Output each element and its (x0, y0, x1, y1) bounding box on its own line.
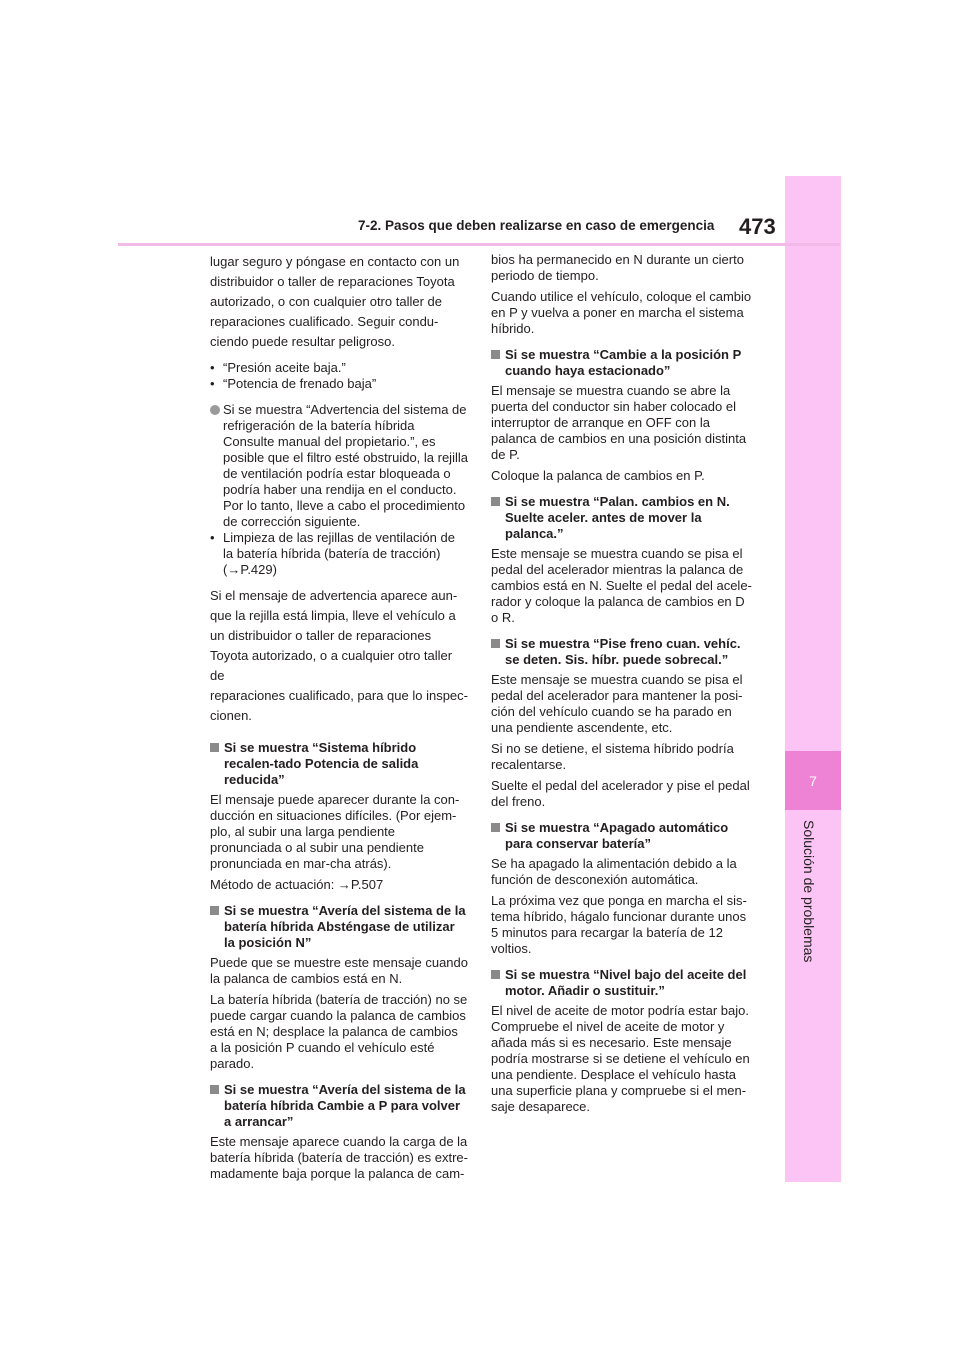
text-line: Si el mensaje de advertencia aparece aun- (210, 588, 458, 603)
bullet-item: • Limpieza de las rejillas de ventilación de la batería híbrida (batería de tracción) (→P.429) (210, 530, 455, 577)
text-line: cionen. (210, 708, 252, 723)
section-heading: Si se muestra “Avería del sistema de la batería híbrida Absténgase de utilizar la posición N” (210, 903, 468, 951)
square-bullet-icon (491, 350, 500, 359)
right-column (491, 252, 753, 1120)
section-heading: Si se muestra “Pise freno cuan. vehíc. se deten. Sis. híbr. puede sobrecal.” (491, 636, 753, 668)
paragraph: Si no se detiene, el sistema híbrido podría recalentarse. (491, 741, 734, 772)
paragraph: La batería híbrida (batería de tracción) no se puede cargar cuando la palanca de cambios está en N; desplace la palanca de cambios a la posición P cuando el vehículo esté parado. (210, 992, 468, 1071)
text-line: un distribuidor o taller de reparaciones (210, 628, 432, 643)
chapter-title-vertical: Solución de problemas (801, 820, 817, 963)
chapter-side-band (785, 176, 841, 1182)
bullet-item: • “Presión aceite baja.” (210, 360, 346, 375)
text-line: reparaciones cualificado, para que lo inspec- (210, 688, 468, 703)
square-bullet-icon (210, 906, 219, 915)
section-heading: Si se muestra “Palan. cambios en N. Suelte aceler. antes de mover la palanca.” (491, 494, 753, 542)
paragraph: El mensaje puede aparecer durante la con-ducción en situaciones difíciles. (Por ejem-plo, al subir una larga pendiente pronunciada o al subir una pendiente pronunciada en mar-cha atrás). (210, 792, 460, 871)
section-heading: Si se muestra “Avería del sistema de la batería híbrida Cambie a P para volver a arrancar” (210, 1082, 468, 1130)
bullet-list (210, 360, 468, 392)
paragraph: Este mensaje se muestra cuando se pisa el pedal del acelerador mientras la palanca de cambios está en N. Suelte el pedal del acele-rador y coloque la palanca de cambios en D o R. (491, 546, 752, 625)
paragraph: Este mensaje se muestra cuando se pisa el pedal del acelerador para mantener la posi-ción del vehículo cuando se ha parado en una pendiente ascendente, etc. (491, 672, 743, 735)
square-bullet-icon (491, 970, 500, 979)
paragraph: El mensaje se muestra cuando se abre la puerta del conductor sin haber colocado el interruptor de arranque en OFF con la palanca de cambios en una posición distinta de P. (491, 383, 747, 462)
paragraph: Este mensaje aparece cuando la carga de la batería híbrida (batería de tracción) es extre-madamente baja porque la palanca de cam- (210, 1134, 468, 1181)
text-line: lugar seguro y póngase en contacto con un (210, 254, 460, 269)
paragraph: Suelte el pedal del acelerador y pise el pedal del freno. (491, 778, 750, 809)
text-line: distribuidor o taller de reparaciones Toyota (210, 274, 455, 289)
square-bullet-icon (491, 823, 500, 832)
bullet-item: • “Potencia de frenado baja” (210, 376, 377, 391)
paragraph: bios ha permanecido en N durante un cierto periodo de tiempo. (491, 252, 744, 283)
page-number: 473 (739, 214, 776, 239)
paragraph: Coloque la palanca de cambios en P. (491, 468, 705, 483)
square-bullet-icon (491, 639, 500, 648)
circle-bullet-icon (210, 405, 220, 415)
circle-note: Si se muestra “Advertencia del sistema de refrigeración de la batería híbrida Consulte manual del propietario.”, es posible que el filtro esté obstruido, la rejilla de ventilación podría estar bloqueada o podría haber una rendija en el conducto. Por lo tanto, lleve a cabo el procedimiento de corrección siguiente. (210, 402, 468, 530)
paragraph: Método de actuación: →P.507 (210, 877, 384, 892)
section-heading: Si se muestra “Cambie a la posición P cuando haya estacionado” (491, 347, 753, 379)
text-line: Toyota autorizado, o a cualquier otro taller de (210, 648, 453, 683)
bullet-list (210, 530, 468, 578)
paragraph: Puede que se muestre este mensaje cuando la palanca de cambios está en N. (210, 955, 469, 986)
square-bullet-icon (210, 1085, 219, 1094)
header-divider (118, 243, 840, 246)
chapter-number-tab (785, 751, 841, 810)
paragraph: Cuando utilice el vehículo, coloque el cambio en P y vuelva a poner en marcha el sistema híbrido. (491, 289, 752, 336)
section-heading: Si se muestra “Sistema híbrido recalen-tado Potencia de salida reducida” (210, 740, 468, 788)
left-column (210, 252, 468, 1187)
text-line: autorizado, o con cualquier otro taller de (210, 294, 442, 309)
square-bullet-icon (210, 743, 219, 752)
chapter-number: 7 (809, 772, 817, 789)
after-text (210, 586, 468, 726)
section-heading: Si se muestra “Nivel bajo del aceite del motor. Añadir o sustituir.” (491, 967, 753, 999)
paragraph: La próxima vez que ponga en marcha el sis-tema híbrido, hágalo funcionar durante unos 5 minutos para recargar la batería de 12 voltios. (491, 893, 747, 956)
intro-text (210, 252, 468, 352)
text-line: que la rejilla está limpia, lleve el vehículo a (210, 608, 456, 623)
square-bullet-icon (491, 497, 500, 506)
text-line: reparaciones cualificado. Seguir condu- (210, 314, 439, 329)
section-header-title: 7-2. Pasos que deben realizarse en caso de emergencia (358, 218, 715, 233)
paragraph: El nivel de aceite de motor podría estar bajo. Compruebe el nivel de aceite de motor y añada más si es necesario. Este mensaje podría mostrarse si se detiene el vehículo en una pendiente. Desplace el vehículo hasta una superficie plana y compruebe si el men-saje desaparece. (491, 1003, 750, 1114)
section-heading: Si se muestra “Apagado automático para conservar batería” (491, 820, 753, 852)
text-line: ciendo puede resultar peligroso. (210, 334, 396, 349)
paragraph: Se ha apagado la alimentación debido a la función de desconexión automática. (491, 856, 737, 887)
